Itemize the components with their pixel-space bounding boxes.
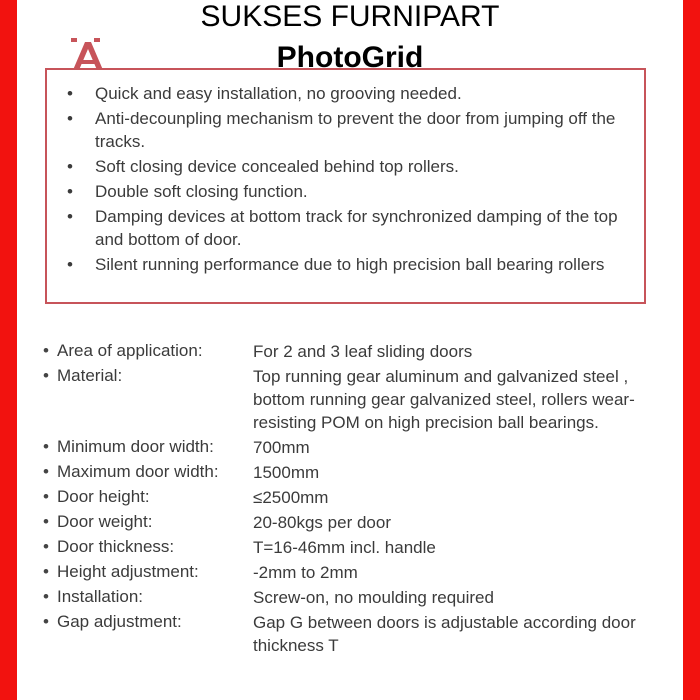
bullet: • bbox=[43, 487, 49, 506]
bullet: • bbox=[43, 587, 49, 606]
right-red-border bbox=[683, 0, 700, 700]
bullet: • bbox=[43, 562, 49, 581]
feature-item bbox=[47, 107, 644, 153]
spec-row bbox=[43, 511, 683, 534]
spec-row bbox=[43, 586, 683, 609]
spec-label: Installation: bbox=[57, 587, 143, 606]
feature-item bbox=[47, 82, 644, 105]
bullet: • bbox=[43, 512, 49, 531]
spec-row bbox=[43, 340, 683, 363]
spec-label: Material: bbox=[57, 366, 123, 385]
spec-label: Height adjustment: bbox=[57, 562, 199, 581]
spec-row bbox=[43, 561, 683, 584]
feature-item bbox=[47, 180, 644, 203]
spec-value: Top running gear aluminum and galvanized steel , bottom running gear galvanized steel, rollers wear-resisting POM on high precision ball bearings. bbox=[253, 367, 635, 432]
spec-value: Screw-on, no moulding required bbox=[253, 588, 494, 607]
bullet: • bbox=[67, 207, 73, 226]
spec-value: For 2 and 3 leaf sliding doors bbox=[253, 342, 473, 361]
bullet: • bbox=[43, 462, 49, 481]
spec-label: Door thickness: bbox=[57, 537, 175, 556]
spec-label: Minimum door width: bbox=[57, 437, 214, 456]
spec-row bbox=[43, 436, 683, 459]
spec-row bbox=[43, 486, 683, 509]
bullet: • bbox=[43, 612, 49, 631]
spec-row bbox=[43, 365, 683, 434]
page-title: SUKSES FURNIPART bbox=[200, 0, 500, 33]
spec-value: 700mm bbox=[253, 438, 310, 457]
spec-row bbox=[43, 611, 683, 657]
feature-item bbox=[47, 155, 644, 178]
bullet: • bbox=[67, 157, 73, 176]
bullet: • bbox=[67, 182, 73, 201]
product-sheet bbox=[17, 0, 683, 700]
watermark-label: PhotoGrid bbox=[276, 41, 424, 74]
bullet: • bbox=[43, 366, 49, 385]
feature-text: Damping devices at bottom track for synchronized damping of the top and bottom of door. bbox=[95, 207, 618, 249]
spec-value: Gap G between doors is adjustable according door thickness T bbox=[253, 613, 636, 655]
feature-text: Soft closing device concealed behind top rollers. bbox=[95, 157, 459, 176]
bullet: • bbox=[67, 255, 73, 274]
red-a-logo-icon bbox=[67, 36, 107, 72]
bullet: • bbox=[67, 109, 73, 128]
feature-text: Double soft closing function. bbox=[95, 182, 308, 201]
spec-value: T=16-46mm incl. handle bbox=[253, 538, 436, 557]
spec-label: Door height: bbox=[57, 487, 150, 506]
bullet: • bbox=[43, 537, 49, 556]
features-box bbox=[45, 68, 646, 304]
spec-label: Door weight: bbox=[57, 512, 153, 531]
bullet: • bbox=[43, 437, 49, 456]
left-red-border bbox=[0, 0, 17, 700]
spec-label: Area of application: bbox=[57, 341, 203, 360]
spec-label: Maximum door width: bbox=[57, 462, 219, 481]
spec-value: ≤2500mm bbox=[253, 488, 329, 507]
feature-text: Anti-decounpling mechanism to prevent the door from jumping off the tracks. bbox=[95, 109, 616, 151]
bullet: • bbox=[67, 84, 73, 103]
feature-text: Silent running performance due to high precision ball bearing rollers bbox=[95, 255, 605, 274]
feature-item bbox=[47, 205, 644, 251]
feature-text: Quick and easy installation, no grooving needed. bbox=[95, 84, 462, 103]
spec-value: 1500mm bbox=[253, 463, 320, 482]
spec-table bbox=[43, 340, 683, 659]
spec-row bbox=[43, 536, 683, 559]
spec-value: -2mm to 2mm bbox=[253, 563, 358, 582]
bullet: • bbox=[43, 341, 49, 360]
feature-list bbox=[47, 82, 644, 278]
feature-item bbox=[47, 253, 644, 276]
spec-row bbox=[43, 461, 683, 484]
spec-value: 20-80kgs per door bbox=[253, 513, 391, 532]
spec-label: Gap adjustment: bbox=[57, 612, 182, 631]
